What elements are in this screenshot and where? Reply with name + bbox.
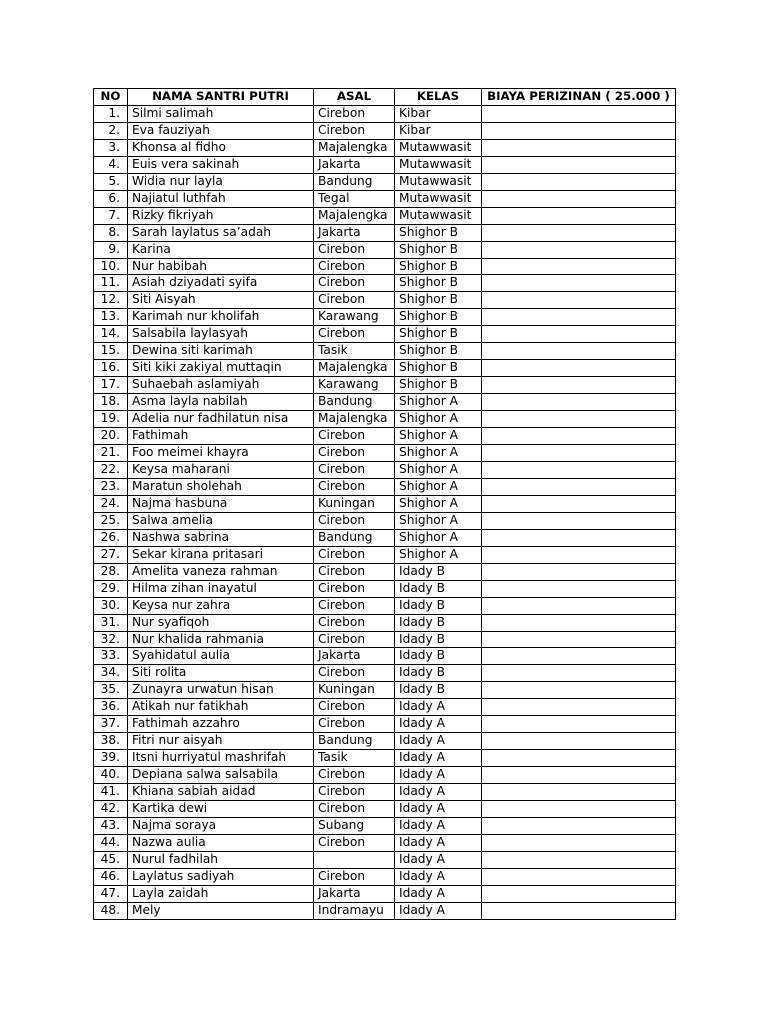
cell-biaya[interactable] xyxy=(482,817,676,834)
cell-kelas: Shighor A xyxy=(395,411,482,428)
cell-kelas: Idady A xyxy=(395,902,482,919)
cell-kelas: Shighor B xyxy=(395,360,482,377)
cell-biaya[interactable] xyxy=(482,495,676,512)
cell-biaya[interactable] xyxy=(482,377,676,394)
table-row xyxy=(94,750,676,767)
cell-no: 2. xyxy=(94,122,128,139)
header-asal: ASAL xyxy=(314,89,395,106)
cell-no: 27. xyxy=(94,546,128,563)
cell-asal: Cirebon xyxy=(314,512,395,529)
cell-nama: Fitri nur aisyah xyxy=(128,733,314,750)
cell-kelas: Kibar xyxy=(395,122,482,139)
cell-biaya[interactable] xyxy=(482,716,676,733)
table-row xyxy=(94,902,676,919)
cell-nama: Maratun sholehah xyxy=(128,478,314,495)
cell-biaya[interactable] xyxy=(482,868,676,885)
cell-nama: Keysa nur zahra xyxy=(128,597,314,614)
cell-asal: Karawang xyxy=(314,377,395,394)
header-kelas: KELAS xyxy=(395,89,482,106)
cell-nama: Karina xyxy=(128,241,314,258)
cell-no: 8. xyxy=(94,224,128,241)
cell-no: 28. xyxy=(94,563,128,580)
cell-asal: Bandung xyxy=(314,529,395,546)
cell-nama: Keysa maharani xyxy=(128,461,314,478)
cell-no: 20. xyxy=(94,428,128,445)
cell-nama: Khonsa al fidho xyxy=(128,139,314,156)
cell-no: 26. xyxy=(94,529,128,546)
table-row xyxy=(94,411,676,428)
table-row xyxy=(94,614,676,631)
cell-no: 43. xyxy=(94,817,128,834)
cell-asal: Jakarta xyxy=(314,885,395,902)
table-row xyxy=(94,190,676,207)
cell-asal: Cirebon xyxy=(314,716,395,733)
cell-kelas: Idady A xyxy=(395,767,482,784)
cell-no: 7. xyxy=(94,207,128,224)
cell-nama: Salsabila laylasyah xyxy=(128,326,314,343)
cell-nama: Najiatul luthfah xyxy=(128,190,314,207)
cell-biaya[interactable] xyxy=(482,580,676,597)
cell-no: 17. xyxy=(94,377,128,394)
table-row xyxy=(94,716,676,733)
cell-kelas: Shighor A xyxy=(395,428,482,445)
table-row xyxy=(94,360,676,377)
table-row xyxy=(94,733,676,750)
cell-nama: Fathimah xyxy=(128,428,314,445)
cell-no: 5. xyxy=(94,173,128,190)
cell-asal: Cirebon xyxy=(314,665,395,682)
cell-kelas: Idady A xyxy=(395,801,482,818)
table-row xyxy=(94,428,676,445)
cell-no: 37. xyxy=(94,716,128,733)
cell-biaya[interactable] xyxy=(482,360,676,377)
cell-no: 18. xyxy=(94,394,128,411)
cell-biaya[interactable] xyxy=(482,173,676,190)
cell-no: 42. xyxy=(94,801,128,818)
cell-no: 15. xyxy=(94,343,128,360)
table-row xyxy=(94,258,676,275)
cell-no: 10. xyxy=(94,258,128,275)
cell-nama: Silmi salimah xyxy=(128,105,314,122)
cell-no: 40. xyxy=(94,767,128,784)
table-row xyxy=(94,834,676,851)
cell-biaya[interactable] xyxy=(482,156,676,173)
cell-no: 9. xyxy=(94,241,128,258)
cell-no: 47. xyxy=(94,885,128,902)
cell-nama: Nur khalida rahmania xyxy=(128,631,314,648)
cell-kelas: Shighor A xyxy=(395,445,482,462)
table-row xyxy=(94,309,676,326)
cell-nama: Atikah nur fatikhah xyxy=(128,699,314,716)
cell-kelas: Shighor B xyxy=(395,275,482,292)
cell-biaya[interactable] xyxy=(482,309,676,326)
cell-kelas: Shighor A xyxy=(395,512,482,529)
table-row xyxy=(94,394,676,411)
cell-biaya[interactable] xyxy=(482,750,676,767)
cell-biaya[interactable] xyxy=(482,529,676,546)
cell-asal: Cirebon xyxy=(314,784,395,801)
cell-asal: Cirebon xyxy=(314,868,395,885)
cell-kelas: Shighor B xyxy=(395,292,482,309)
cell-no: 25. xyxy=(94,512,128,529)
cell-no: 3. xyxy=(94,139,128,156)
cell-nama: Dewina siti karimah xyxy=(128,343,314,360)
cell-no: 46. xyxy=(94,868,128,885)
cell-biaya[interactable] xyxy=(482,682,676,699)
cell-asal: Tegal xyxy=(314,190,395,207)
cell-kelas: Idady A xyxy=(395,699,482,716)
table-row xyxy=(94,767,676,784)
table-row xyxy=(94,546,676,563)
cell-kelas: Idady A xyxy=(395,784,482,801)
cell-nama: Sekar kirana pritasari xyxy=(128,546,314,563)
cell-biaya[interactable] xyxy=(482,258,676,275)
cell-asal: Cirebon xyxy=(314,122,395,139)
cell-no: 14. xyxy=(94,326,128,343)
cell-biaya[interactable] xyxy=(482,105,676,122)
table-row xyxy=(94,326,676,343)
table-row xyxy=(94,292,676,309)
cell-nama: Nur habibah xyxy=(128,258,314,275)
header-biaya: BIAYA PERIZINAN ( 25.000 ) xyxy=(482,89,676,106)
cell-no: 45. xyxy=(94,851,128,868)
cell-asal: Cirebon xyxy=(314,767,395,784)
table-row xyxy=(94,207,676,224)
table-row xyxy=(94,784,676,801)
cell-asal: Kuningan xyxy=(314,682,395,699)
cell-asal: Cirebon xyxy=(314,445,395,462)
cell-kelas: Idady B xyxy=(395,648,482,665)
cell-nama: Rizky fikriyah xyxy=(128,207,314,224)
cell-biaya[interactable] xyxy=(482,784,676,801)
cell-nama: Mely xyxy=(128,902,314,919)
table-header xyxy=(94,89,676,106)
table-row xyxy=(94,631,676,648)
cell-asal: Cirebon xyxy=(314,631,395,648)
cell-kelas: Mutawwasit xyxy=(395,207,482,224)
table-row xyxy=(94,885,676,902)
cell-nama: Khiana sabiah aidad xyxy=(128,784,314,801)
cell-asal: Jakarta xyxy=(314,224,395,241)
cell-no: 24. xyxy=(94,495,128,512)
cell-asal: Cirebon xyxy=(314,275,395,292)
cell-biaya[interactable] xyxy=(482,343,676,360)
table-row xyxy=(94,156,676,173)
cell-no: 13. xyxy=(94,309,128,326)
cell-asal: Majalengka xyxy=(314,360,395,377)
cell-asal: Cirebon xyxy=(314,326,395,343)
cell-nama: Suhaebah aslamiyah xyxy=(128,377,314,394)
cell-kelas: Idady B xyxy=(395,682,482,699)
cell-asal: Cirebon xyxy=(314,614,395,631)
cell-no: 21. xyxy=(94,445,128,462)
cell-biaya[interactable] xyxy=(482,292,676,309)
cell-asal: Karawang xyxy=(314,309,395,326)
cell-biaya[interactable] xyxy=(482,394,676,411)
cell-asal: Cirebon xyxy=(314,461,395,478)
cell-kelas: Idady B xyxy=(395,563,482,580)
cell-kelas: Idady A xyxy=(395,750,482,767)
cell-asal: Cirebon xyxy=(314,801,395,818)
cell-nama: Siti Aisyah xyxy=(128,292,314,309)
table-row xyxy=(94,529,676,546)
cell-kelas: Mutawwasit xyxy=(395,139,482,156)
cell-no: 19. xyxy=(94,411,128,428)
table-row xyxy=(94,495,676,512)
header-no: NO xyxy=(94,89,128,106)
cell-nama: Siti rolita xyxy=(128,665,314,682)
cell-nama: Salwa amelia xyxy=(128,512,314,529)
cell-asal: Cirebon xyxy=(314,258,395,275)
cell-kelas: Shighor B xyxy=(395,258,482,275)
cell-kelas: Shighor A xyxy=(395,461,482,478)
cell-asal xyxy=(314,851,395,868)
cell-kelas: Idady A xyxy=(395,885,482,902)
table-row xyxy=(94,377,676,394)
table-row xyxy=(94,478,676,495)
cell-no: 12. xyxy=(94,292,128,309)
cell-kelas: Shighor B xyxy=(395,224,482,241)
cell-asal: Majalengka xyxy=(314,207,395,224)
cell-no: 39. xyxy=(94,750,128,767)
cell-biaya[interactable] xyxy=(482,326,676,343)
table-row xyxy=(94,597,676,614)
cell-kelas: Kibar xyxy=(395,105,482,122)
cell-kelas: Mutawwasit xyxy=(395,156,482,173)
cell-biaya[interactable] xyxy=(482,445,676,462)
cell-asal: Cirebon xyxy=(314,834,395,851)
table-row xyxy=(94,851,676,868)
cell-no: 38. xyxy=(94,733,128,750)
cell-no: 22. xyxy=(94,461,128,478)
cell-biaya[interactable] xyxy=(482,597,676,614)
cell-nama: Najma soraya xyxy=(128,817,314,834)
cell-nama: Adelia nur fadhilatun nisa xyxy=(128,411,314,428)
table-row xyxy=(94,343,676,360)
cell-asal: Cirebon xyxy=(314,478,395,495)
cell-biaya[interactable] xyxy=(482,275,676,292)
cell-asal: Cirebon xyxy=(314,292,395,309)
cell-kelas: Idady B xyxy=(395,597,482,614)
table-row xyxy=(94,105,676,122)
cell-nama: Layla zaidah xyxy=(128,885,314,902)
table-row xyxy=(94,563,676,580)
cell-nama: Depiana salwa salsabila xyxy=(128,767,314,784)
cell-asal: Cirebon xyxy=(314,563,395,580)
header-nama: NAMA SANTRI PUTRI xyxy=(128,89,314,106)
cell-biaya[interactable] xyxy=(482,733,676,750)
cell-biaya[interactable] xyxy=(482,665,676,682)
cell-kelas: Shighor A xyxy=(395,394,482,411)
cell-no: 41. xyxy=(94,784,128,801)
table-row xyxy=(94,445,676,462)
cell-kelas: Idady B xyxy=(395,580,482,597)
cell-nama: Asma layla nabilah xyxy=(128,394,314,411)
cell-biaya[interactable] xyxy=(482,648,676,665)
cell-biaya[interactable] xyxy=(482,428,676,445)
cell-asal: Jakarta xyxy=(314,648,395,665)
cell-kelas: Shighor B xyxy=(395,377,482,394)
cell-no: 30. xyxy=(94,597,128,614)
cell-asal: Cirebon xyxy=(314,699,395,716)
table-row xyxy=(94,580,676,597)
cell-asal: Majalengka xyxy=(314,139,395,156)
cell-asal: Cirebon xyxy=(314,580,395,597)
cell-no: 31. xyxy=(94,614,128,631)
cell-no: 29. xyxy=(94,580,128,597)
cell-asal: Cirebon xyxy=(314,597,395,614)
cell-kelas: Idady B xyxy=(395,614,482,631)
cell-asal: Tasik xyxy=(314,343,395,360)
table-row xyxy=(94,817,676,834)
cell-nama: Hilma zihan inayatul xyxy=(128,580,314,597)
cell-nama: Nurul fadhilah xyxy=(128,851,314,868)
cell-no: 6. xyxy=(94,190,128,207)
cell-kelas: Idady A xyxy=(395,733,482,750)
cell-biaya[interactable] xyxy=(482,411,676,428)
cell-kelas: Shighor B xyxy=(395,309,482,326)
table-row xyxy=(94,512,676,529)
cell-biaya[interactable] xyxy=(482,190,676,207)
table-row xyxy=(94,122,676,139)
cell-asal: Indramayu xyxy=(314,902,395,919)
cell-nama: Amelita vaneza rahman xyxy=(128,563,314,580)
cell-nama: Sarah laylatus sa’adah xyxy=(128,224,314,241)
cell-kelas: Shighor B xyxy=(395,343,482,360)
cell-kelas: Shighor B xyxy=(395,326,482,343)
cell-kelas: Idady B xyxy=(395,665,482,682)
cell-biaya[interactable] xyxy=(482,563,676,580)
cell-kelas: Shighor A xyxy=(395,546,482,563)
cell-nama: Nashwa sabrina xyxy=(128,529,314,546)
cell-nama: Nur syafiqoh xyxy=(128,614,314,631)
cell-asal: Cirebon xyxy=(314,105,395,122)
cell-biaya[interactable] xyxy=(482,241,676,258)
cell-nama: Siti kiki zakiyal muttaqin xyxy=(128,360,314,377)
cell-biaya[interactable] xyxy=(482,207,676,224)
table-row xyxy=(94,275,676,292)
cell-biaya[interactable] xyxy=(482,614,676,631)
cell-biaya[interactable] xyxy=(482,885,676,902)
cell-asal: Subang xyxy=(314,817,395,834)
cell-nama: Syahidatul aulia xyxy=(128,648,314,665)
cell-kelas: Shighor B xyxy=(395,241,482,258)
cell-nama: Widia nur layla xyxy=(128,173,314,190)
cell-biaya[interactable] xyxy=(482,461,676,478)
cell-biaya[interactable] xyxy=(482,902,676,919)
cell-nama: Kartika dewi xyxy=(128,801,314,818)
cell-asal: Cirebon xyxy=(314,241,395,258)
cell-no: 1. xyxy=(94,105,128,122)
cell-asal: Majalengka xyxy=(314,411,395,428)
table-row xyxy=(94,682,676,699)
cell-biaya[interactable] xyxy=(482,801,676,818)
cell-no: 32. xyxy=(94,631,128,648)
cell-kelas: Idady A xyxy=(395,851,482,868)
cell-asal: Bandung xyxy=(314,173,395,190)
cell-no: 11. xyxy=(94,275,128,292)
table-body xyxy=(94,105,676,919)
cell-nama: Zunayra urwatun hisan xyxy=(128,682,314,699)
table-row xyxy=(94,868,676,885)
cell-asal: Bandung xyxy=(314,733,395,750)
cell-kelas: Mutawwasit xyxy=(395,190,482,207)
cell-biaya[interactable] xyxy=(482,122,676,139)
cell-nama: Laylatus sadiyah xyxy=(128,868,314,885)
table-row xyxy=(94,173,676,190)
cell-asal: Cirebon xyxy=(314,546,395,563)
cell-nama: Eva fauziyah xyxy=(128,122,314,139)
student-permission-table xyxy=(93,88,676,920)
cell-no: 4. xyxy=(94,156,128,173)
cell-nama: Foo meimei khayra xyxy=(128,445,314,462)
cell-asal: Tasik xyxy=(314,750,395,767)
table-row xyxy=(94,139,676,156)
cell-nama: Najma hasbuna xyxy=(128,495,314,512)
cell-no: 48. xyxy=(94,902,128,919)
cell-kelas: Idady A xyxy=(395,817,482,834)
cell-nama: Fathimah azzahro xyxy=(128,716,314,733)
cell-kelas: Idady A xyxy=(395,834,482,851)
table-row xyxy=(94,648,676,665)
cell-kelas: Shighor A xyxy=(395,529,482,546)
cell-nama: Itsni hurriyatul mashrifah xyxy=(128,750,314,767)
cell-nama: Asiah dziyadati syifa xyxy=(128,275,314,292)
cell-no: 33. xyxy=(94,648,128,665)
cell-no: 44. xyxy=(94,834,128,851)
cell-kelas: Idady A xyxy=(395,716,482,733)
cell-kelas: Idady A xyxy=(395,868,482,885)
cell-no: 34. xyxy=(94,665,128,682)
cell-no: 16. xyxy=(94,360,128,377)
cell-kelas: Idady B xyxy=(395,631,482,648)
cell-biaya[interactable] xyxy=(482,767,676,784)
cell-biaya[interactable] xyxy=(482,546,676,563)
table-row xyxy=(94,699,676,716)
table-row xyxy=(94,801,676,818)
cell-no: 23. xyxy=(94,478,128,495)
cell-nama: Karimah nur kholifah xyxy=(128,309,314,326)
cell-no: 36. xyxy=(94,699,128,716)
cell-biaya[interactable] xyxy=(482,139,676,156)
cell-biaya[interactable] xyxy=(482,631,676,648)
cell-asal: Cirebon xyxy=(314,428,395,445)
table-row xyxy=(94,241,676,258)
cell-asal: Kuningan xyxy=(314,495,395,512)
cell-biaya[interactable] xyxy=(482,699,676,716)
cell-biaya[interactable] xyxy=(482,224,676,241)
cell-kelas: Shighor A xyxy=(395,495,482,512)
cell-asal: Jakarta xyxy=(314,156,395,173)
cell-no: 35. xyxy=(94,682,128,699)
header-row xyxy=(94,89,676,106)
cell-kelas: Mutawwasit xyxy=(395,173,482,190)
table-row xyxy=(94,461,676,478)
table-row xyxy=(94,224,676,241)
table-row xyxy=(94,665,676,682)
cell-nama: Euis vera sakinah xyxy=(128,156,314,173)
cell-asal: Bandung xyxy=(314,394,395,411)
cell-biaya[interactable] xyxy=(482,834,676,851)
cell-biaya[interactable] xyxy=(482,478,676,495)
cell-biaya[interactable] xyxy=(482,851,676,868)
cell-kelas: Shighor A xyxy=(395,478,482,495)
cell-nama: Nazwa aulia xyxy=(128,834,314,851)
cell-biaya[interactable] xyxy=(482,512,676,529)
